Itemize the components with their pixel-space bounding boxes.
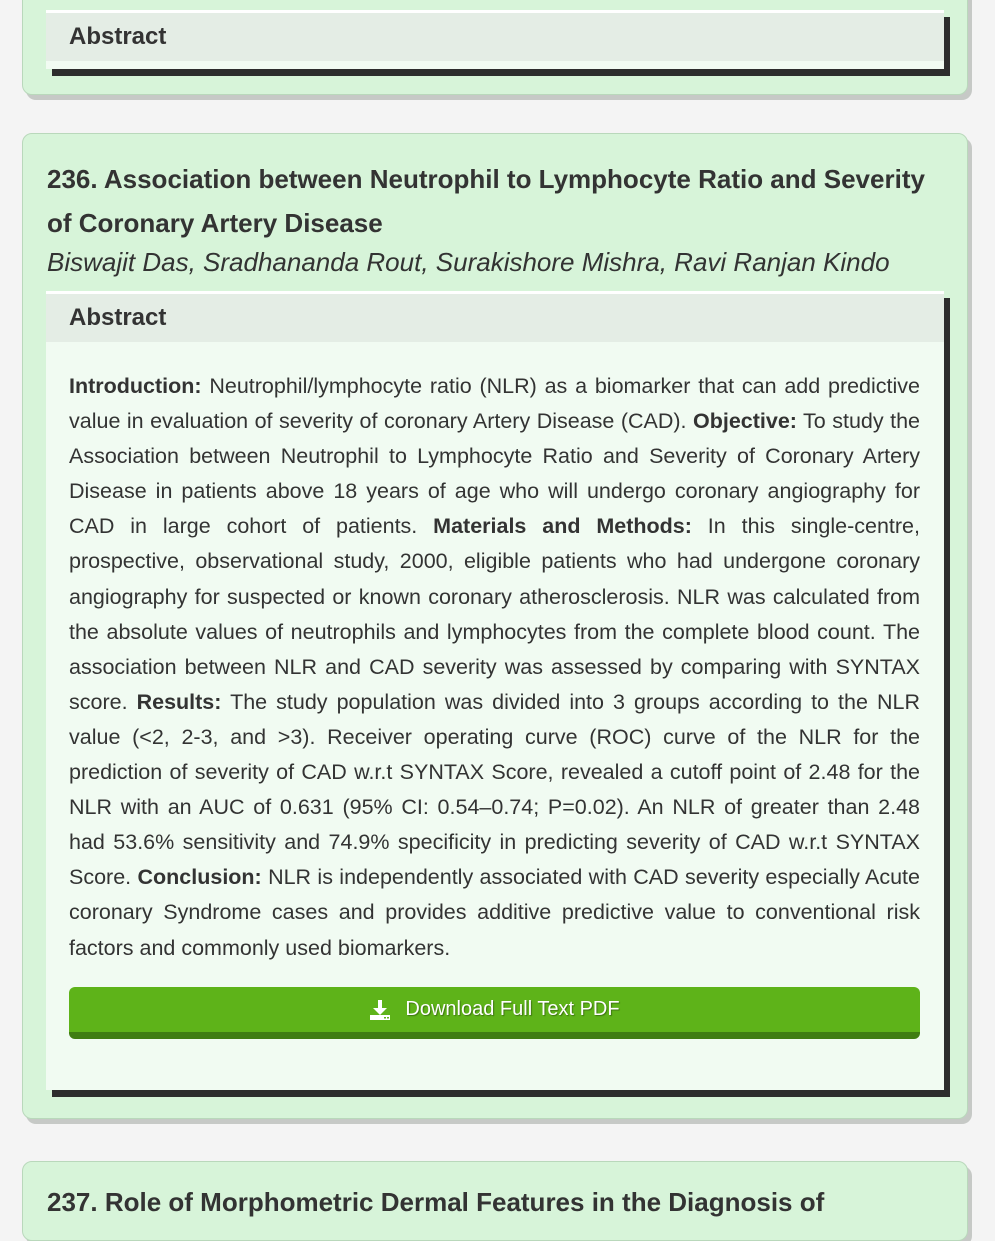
abstract-text: [69, 369, 920, 966]
previous-abstract-panel: [46, 10, 944, 69]
conclusion-label: Conclusion:: [137, 865, 262, 890]
abstract-panel: [46, 291, 944, 1090]
previous-article-card: [22, 0, 968, 95]
conclusion-text: NLR is independently associated with CAD severity especially Acute coronary Syndrome cases and provides additive predictive value to conventional risk factors and commonly used biomarkers.: [69, 865, 920, 960]
objective-label: Objective:: [693, 409, 797, 434]
methods-text: In this single-centre, prospective, observational study, 2000, eligible patients who had undergone coronary angiography for suspected or known coronary atherosclerosis. NLR was calculated from the absolute values of neutrophils and lymphocytes from the complete blood count. The association between NLR and CAD severity was assessed by comparing with SYNTAX score.: [69, 514, 920, 714]
download-icon: [369, 999, 391, 1021]
objective-text: To study the Association between Neutrophil to Lymphocyte Ratio and Severity of Coronary Artery Disease in patients above 18 years of age who will undergo coronary angiography for CAD in large cohort of patients.: [69, 409, 920, 539]
article-authors: Biswajit Das, Sradhananda Rout, Surakishore Mishra, Ravi Ranjan Kindo: [47, 247, 890, 277]
article-card: [22, 133, 968, 1119]
methods-label: Materials and Methods:: [433, 514, 692, 539]
download-label: Download Full Text PDF: [405, 998, 620, 1020]
abstract-toggle[interactable]: Abstract: [46, 294, 944, 342]
previous-abstract-toggle[interactable]: Abstract: [46, 13, 944, 61]
download-pdf-button[interactable]: [69, 987, 920, 1039]
results-text: The study population was divided into 3 groups according to the NLR value (<2, 2-3, and >3). Receiver operating curve (ROC) curve of the NLR for the prediction of severity of CAD w.r.t SYNTAX Score, revealed a cutoff point of 2.48 for the NLR with an AUC of 0.631 (95% CI: 0.54–0.74; P=0.02). An NLR of greater than 2.48 had 53.6% sensitivity and 74.9% specificity in predicting severity of CAD w.r.t SYNTAX Score.: [69, 689, 920, 890]
article-title[interactable]: 236. Association between Neutrophil to Lymphocyte Ratio and Severity of Coronary Artery Disease: [47, 164, 925, 238]
results-label: Results:: [136, 689, 222, 714]
intro-label: Introduction:: [69, 374, 202, 398]
intro-text: Neutrophil/lymphocyte ratio (NLR) as a biomarker that can add predictive value in evaluation of severity of coronary Artery Disease (CAD).: [69, 374, 920, 434]
next-article-title[interactable]: 237. Role of Morphometric Dermal Features in the Diagnosis of: [47, 1187, 825, 1217]
next-article-card: [22, 1161, 968, 1241]
